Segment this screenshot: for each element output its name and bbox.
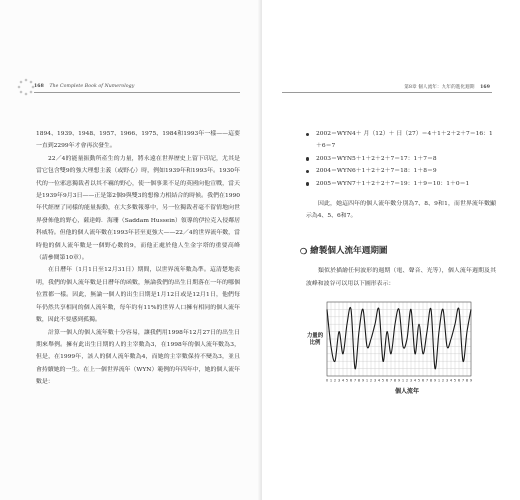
x-tick-label: 2 bbox=[333, 378, 337, 383]
calculation-item: 2005＝WYN7＋1＋2＋2＋7＝19：1＋9＝10：1＋0＝1 bbox=[306, 178, 496, 190]
x-tick-label: 8 bbox=[357, 378, 361, 383]
right-page-number: 169 bbox=[480, 85, 490, 90]
right-body-text bbox=[300, 128, 496, 290]
summary-paragraph: 因此，她這四年的個人流年數分別為7、8、9和1，而世界流年數顯示為4、5、6和7。 bbox=[306, 201, 496, 220]
left-page-number: 168 bbox=[34, 84, 44, 89]
x-tick-label: 1 bbox=[401, 378, 405, 383]
x-tick-label: 2 bbox=[441, 378, 445, 383]
left-body-text bbox=[36, 128, 240, 389]
left-paragraph: 22／4的能量振動所產生的力量，將永遠在世界歷史上留下印記，尤其是當它包含雙9的強大理想主義（或野心）時，例如1939年和1993年。1930年代的一位邪惡獨裁者以其不羈的野心，使一個事業不足的英國向他宣戰，當天是1939年9月3日——正是第2個9與雙3的想像力相結合的時候。我們在1990年代經歷了同樣的能量振動，在大多數報導中，另一位獨裁者毫不留情地向世界發佈他的野心，薩達姆．海珊（Saddam Hussein）領導的伊拉克入侵鄰居科威特。但他的個人流年數在1993年甚至更強大——22／4的世界流年數，當時他的個人流年數是一個野心數的9，而他正處於他人生金字塔的重要高峰（請參閱第10章）。 bbox=[36, 155, 240, 262]
x-tick-label: 7 bbox=[425, 378, 429, 383]
x-axis-label: 個人流年 bbox=[394, 388, 420, 395]
left-header-rule bbox=[34, 92, 240, 93]
right-page bbox=[262, 0, 520, 500]
calculation-list bbox=[306, 128, 496, 190]
bullet-marker-icon: ❍ bbox=[300, 245, 308, 256]
left-running-header bbox=[34, 84, 134, 89]
x-tick-label: 7 bbox=[461, 378, 465, 383]
x-tick-label: 8 bbox=[393, 378, 397, 383]
x-tick-label: 9 bbox=[397, 378, 401, 383]
x-tick-label: 5 bbox=[417, 378, 421, 383]
left-paragraph: 計算一個人的個人流年數十分容易，讓我們用1998年12月27日的出生日期來舉例。擁有此出生日期的人的主宰數為3，在1998年的個人流年數為3，但是，在1999年，該人的個人流年數為4，而她的主宰數保持不變為3，並且會持續她的一生。在上一個世界流年（WYN）範例的年四年中，她的個人流年數是： bbox=[36, 329, 240, 386]
x-tick-label: 8 bbox=[429, 378, 433, 383]
x-tick-label: 1 bbox=[329, 378, 333, 383]
x-tick-label: 4 bbox=[449, 378, 453, 383]
x-tick-label: 3 bbox=[409, 378, 413, 383]
cycle-chart-svg bbox=[305, 296, 475, 400]
x-tick-label: 4 bbox=[377, 378, 381, 383]
x-tick-label: 9 bbox=[433, 378, 437, 383]
left-running-title: The Complete Book of Numerology bbox=[49, 84, 135, 89]
personal-year-cycle-chart bbox=[305, 296, 475, 400]
x-tick-label: 9 bbox=[469, 378, 473, 383]
x-tick-label: 3 bbox=[373, 378, 377, 383]
x-tick-label: 5 bbox=[345, 378, 349, 383]
left-paragraph: 在日曆年（1月1日至12月31日）期間，以世界流年數為準。這清楚地表明，我們的個人流年數是日曆年的函數，無論我們的出生日期落在一年的哪個位置都一樣。因此，無論一個人的出生日期是1月12日或是12月1日，他們每年仍然共享相同的個人流年數，每年約有11%的世界人口擁有相同的個人流年數，因此不要感到孤獨。 bbox=[36, 267, 240, 324]
section-paragraph: 類似於描繪任何波形的週期（電、聲音、光等），個人流年週期及其波峰和波谷可以用以下圖形表示： bbox=[306, 268, 496, 287]
right-running-header bbox=[404, 84, 490, 90]
x-tick-label: 6 bbox=[385, 378, 389, 383]
calculation-item: 2002＝WYN4＋ 月（12）＋ 日（27）＝4＋1＋2＋2＋7＝16：1＋6＝7 bbox=[306, 128, 496, 153]
x-tick-label: 2 bbox=[369, 378, 373, 383]
calculation-item: 2004＝WYN6＋1＋2＋2＋7＝18：1＋8＝9 bbox=[306, 165, 496, 177]
x-tick-label: 1 bbox=[365, 378, 369, 383]
section-heading bbox=[300, 245, 496, 257]
x-tick-label: 4 bbox=[413, 378, 417, 383]
x-tick-label: 2 bbox=[405, 378, 409, 383]
x-tick-label: 6 bbox=[457, 378, 461, 383]
decorative-dot-ornament-icon bbox=[17, 78, 35, 96]
section-title: 繪製個人流年週期圖 bbox=[310, 245, 388, 256]
x-tick-label: 4 bbox=[341, 378, 345, 383]
x-tick-label: 6 bbox=[421, 378, 425, 383]
x-tick-label: 7 bbox=[353, 378, 357, 383]
x-tick-label: 1 bbox=[437, 378, 441, 383]
right-header-rule bbox=[282, 92, 492, 93]
x-tick-label: 5 bbox=[453, 378, 457, 383]
y-axis-label: 力量的比例 bbox=[306, 333, 324, 346]
left-paragraph: 1894、1939、1948、1957、1966、1975、1984和1993年一樣——這要一直到2299年才會再次發生。 bbox=[36, 131, 240, 150]
x-tick-label: 7 bbox=[389, 378, 393, 383]
x-tick-label: 0 bbox=[325, 378, 329, 383]
x-tick-label: 3 bbox=[445, 378, 449, 383]
x-tick-label: 8 bbox=[465, 378, 469, 383]
x-tick-label: 3 bbox=[337, 378, 341, 383]
x-tick-label: 6 bbox=[349, 378, 353, 383]
x-tick-label: 9 bbox=[361, 378, 365, 383]
calculation-item: 2003＝WYN5＋1＋2＋2＋7＝17：1＋7＝8 bbox=[306, 153, 496, 165]
right-running-title: 第8章 個人流年：九年的進化週期 bbox=[404, 85, 475, 90]
x-tick-label: 5 bbox=[381, 378, 385, 383]
